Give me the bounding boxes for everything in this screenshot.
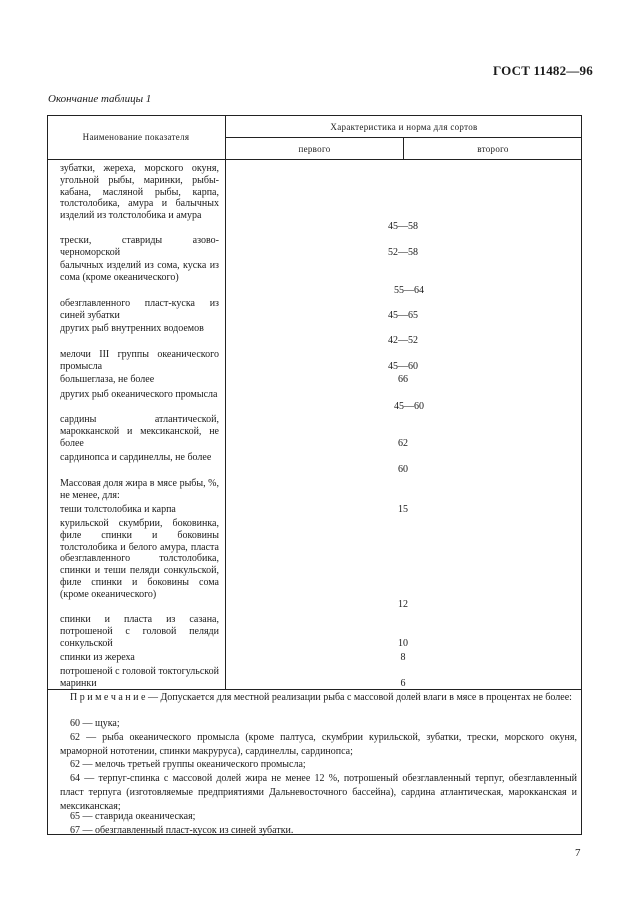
table-continuation-caption: Окончание таблицы 1	[48, 93, 152, 105]
header-bottom-rule	[47, 159, 582, 160]
table-row-label: других рыб океанического промысла	[60, 389, 218, 400]
table-row-label: курильской скумбрии, боковинка, филе спинки и боковины толстолобика и белого амура, пласта обезглавленного толстолобика, спинки и теши пеляди сонкульской, филе спинки и боковины сома (кроме океанического)	[60, 518, 219, 600]
header-sort-group: Характеристика и норма для сортов	[330, 122, 478, 132]
page-number: 7	[575, 847, 581, 859]
table-row-value: 15	[398, 504, 408, 515]
header-first-sort: первого	[298, 144, 331, 154]
table-row-value: 8	[400, 652, 406, 663]
table-row-label: спинки и пласта из сазана, потрошеной с головой пеляди сонкульской	[60, 614, 219, 649]
header-indicator-name: Наименование показателя	[82, 132, 190, 142]
table-row-label: сардинопса и сардинеллы, не более	[60, 452, 212, 463]
table-row-value: 62	[398, 438, 408, 449]
table-row-value: 52—58	[388, 247, 418, 258]
table-note-item: 62 — мелочь третьей группы океанического промысла;	[70, 759, 306, 770]
table-row-label: других рыб внутренних водоемов	[60, 323, 204, 334]
table-row-label: обезглавленного пласт-куска из синей зубатки	[60, 298, 219, 321]
table-row-label: Массовая доля жира в мясе рыбы, %, не менее, для:	[60, 478, 219, 501]
table-row-value: 42—52	[388, 335, 418, 346]
table-row-label: мелочи III группы океанического промысла	[60, 349, 219, 372]
header-second-sort: второго	[477, 144, 509, 154]
table-row-label: теши толстолобика и карпа	[60, 504, 176, 515]
table-row-label: зубатки, жереха, морского окуня, угольной рыбы, маринки, рыбы-кабана, масляной рыбы, карпа, толстолобика, амура и балычных изделий из толстолобика и амура	[60, 163, 219, 222]
table-row-label: спинки из жереха	[60, 652, 135, 663]
table-row-value: 12	[398, 599, 408, 610]
table-note-item: 60 — щука;	[70, 718, 120, 729]
table-row-label: сардины атлантической, марокканской и мексиканской, не более	[60, 414, 219, 449]
table-row-value: 66	[398, 374, 408, 385]
table-row-value: 45—60	[388, 361, 418, 372]
table-row-value: 10	[398, 638, 408, 649]
table-note-intro: П р и м е ч а н и е — Допускается для местной реализации рыба с массовой долей влаги в мясе в процентах не более:	[70, 692, 572, 703]
table-row-value: 60	[398, 464, 408, 475]
table-row-value: 45—60	[394, 401, 424, 412]
table-note-item: 65 — ставрида океаническая;	[70, 811, 196, 822]
table-row-label: балычных изделий из сома, куска из сома (кроме океанического)	[60, 260, 219, 283]
column-divider-name	[225, 115, 226, 689]
table-row-label: большеглаза, не более	[60, 374, 155, 385]
document-code: ГОСТ 11482—96	[493, 63, 593, 78]
table-row-value: 45—65	[388, 310, 418, 321]
table-row-value: 45—58	[388, 221, 418, 232]
table-row-value: 55—64	[394, 285, 424, 296]
table-note-item: 67 — обезглавленный пласт-кусок из синей зубатки.	[70, 825, 294, 836]
table-note-item: 64 — терпуг-спинка с массовой долей жира не менее 12 %, потрошеный обезглавленный терпуг, обезглавленный пласт терпуга (изготовляемые предприятиями Дальневосточного бассейна), сардина атлантическая, марокканская и мексиканская;	[60, 773, 577, 812]
table-row-value: 6	[400, 678, 406, 689]
table-note-item: 62 — рыба океанического промысла (кроме палтуса, скумбрии курильской, зубатки, трески, морского окуня, мраморной нототении, спинки макруруса), сардинеллы, сардинопса;	[60, 732, 577, 757]
table-row-label: потрошеной с головой токтогульской маринки	[60, 666, 219, 689]
table-row-label: трески, ставриды азово-черноморской	[60, 235, 219, 258]
